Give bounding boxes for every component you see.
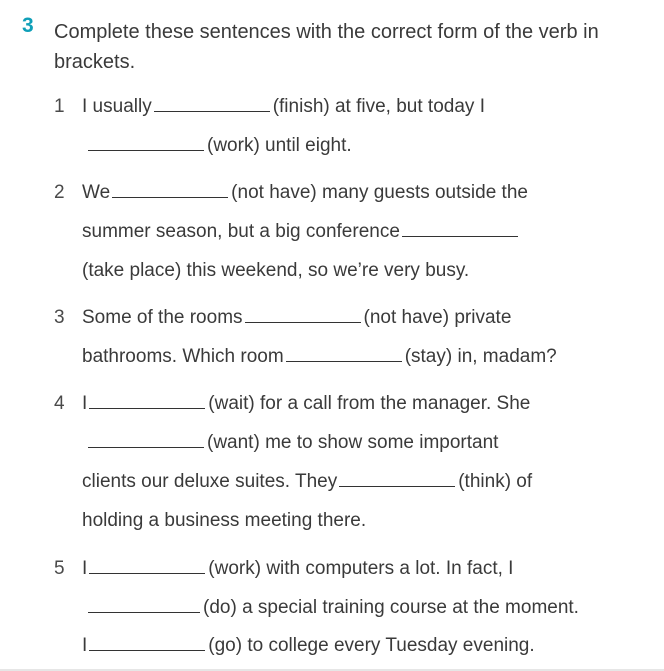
answer-blank[interactable]	[88, 149, 204, 151]
item-1-line-2	[82, 134, 352, 158]
item-4-line-3	[82, 470, 532, 494]
answer-blank[interactable]	[88, 611, 200, 613]
item-1-line-1	[54, 95, 485, 119]
sentence-text: holding a business meeting there.	[82, 510, 367, 531]
item-number: 1	[54, 96, 65, 117]
sentence-text: (do) a special training course at the moment.	[203, 597, 579, 618]
item-2-line-1	[54, 181, 528, 205]
answer-blank[interactable]	[286, 360, 402, 362]
answer-blank[interactable]	[112, 196, 228, 198]
sentence-text: (go) to college every Tuesday evening.	[208, 635, 535, 656]
sentence-text: I	[82, 393, 88, 414]
item-5-line-2	[82, 596, 579, 620]
item-number: 4	[54, 393, 65, 414]
answer-blank[interactable]	[89, 407, 205, 409]
answer-blank[interactable]	[154, 110, 270, 112]
sentence-text: I	[82, 635, 88, 656]
sentence-text: (work) with computers a lot. In fact, I	[208, 558, 514, 579]
sentence-text: (take place) this weekend, so we’re very busy.	[82, 260, 470, 281]
item-3-line-1	[54, 306, 511, 330]
sentence-text: (think) of	[458, 471, 533, 492]
sentence-text: (stay) in, madam?	[404, 346, 557, 367]
sentence-text: clients our deluxe suites. They	[82, 471, 338, 492]
sentence-text: (not have) many guests outside the	[231, 182, 528, 203]
item-4-line-2	[82, 431, 498, 455]
item-3-line-2	[82, 345, 557, 369]
sentence-text: (work) until eight.	[207, 135, 352, 156]
exercise-instruction: Complete these sentences with the correct form of the verb in brackets.	[54, 21, 599, 73]
answer-blank[interactable]	[89, 572, 205, 574]
item-number: 5	[54, 558, 65, 579]
sentence-text: (wait) for a call from the manager. She	[208, 393, 531, 414]
sentence-text: summer season, but a big conference	[82, 221, 400, 242]
item-2-line-3	[82, 259, 469, 283]
sentence-text: We	[82, 182, 111, 203]
answer-blank[interactable]	[245, 321, 361, 323]
item-number: 2	[54, 182, 65, 203]
answer-blank[interactable]	[88, 446, 204, 448]
item-5-line-1	[54, 557, 513, 581]
sentence-text: I	[82, 558, 88, 579]
sentence-text: (finish) at five, but today I	[272, 96, 485, 117]
sentence-text: (not have) private	[363, 307, 512, 328]
answer-blank[interactable]	[402, 235, 518, 237]
sentence-text: bathrooms. Which room	[82, 346, 284, 367]
answer-blank[interactable]	[339, 485, 455, 487]
answer-blank[interactable]	[89, 649, 205, 651]
item-2-line-2	[82, 220, 521, 244]
item-4-line-1	[54, 392, 530, 416]
item-number: 3	[54, 307, 65, 328]
exercise-number: 3	[22, 14, 34, 37]
item-4-line-4	[82, 509, 366, 533]
sentence-text: (want) me to show some important	[207, 432, 499, 453]
sentence-text: Some of the rooms	[82, 307, 243, 328]
sentence-text: I usually	[82, 96, 152, 117]
item-5-line-3	[82, 634, 535, 658]
